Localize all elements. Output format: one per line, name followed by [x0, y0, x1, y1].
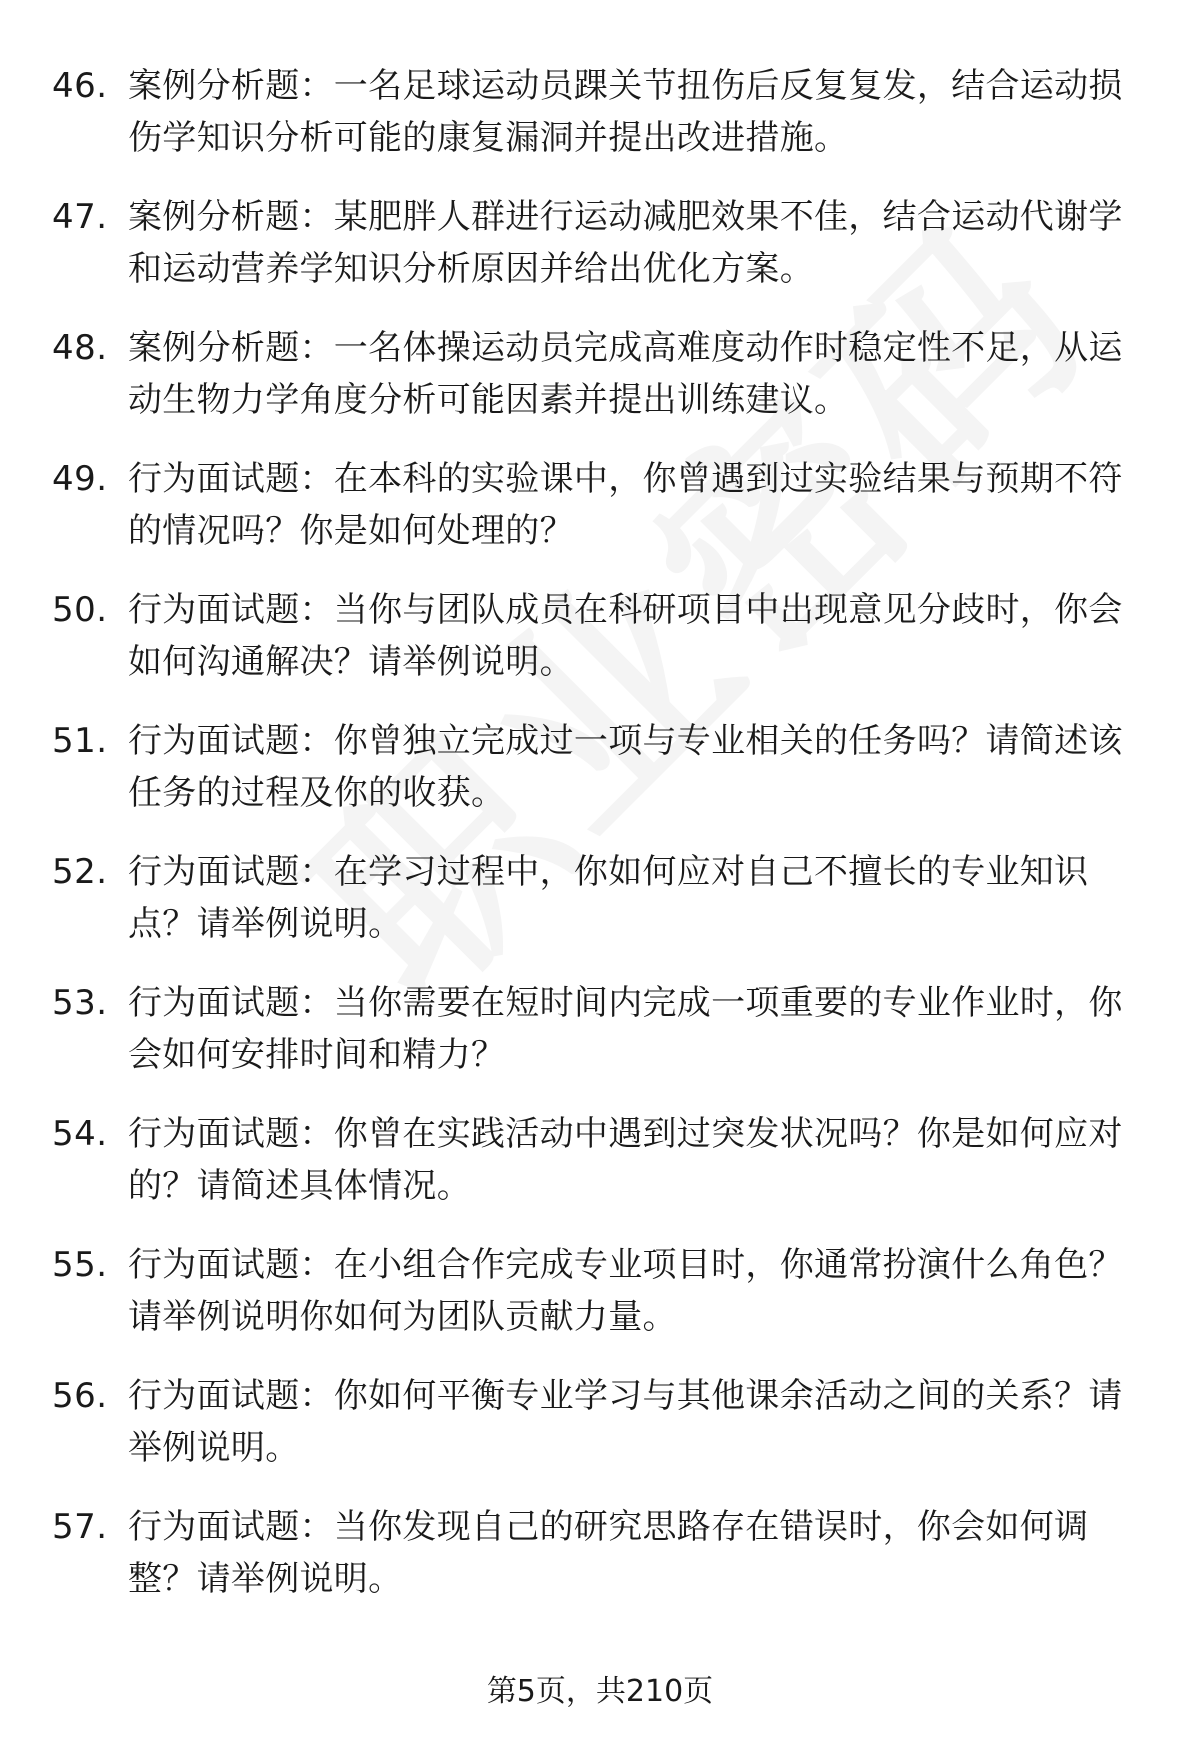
list-item [52, 322, 1152, 453]
question-text: 行为面试题：当你发现自己的研究思路存在错误时，你会如何调整？请举例说明。 [128, 1507, 1089, 1599]
list-item [52, 715, 1152, 846]
list-item [52, 1108, 1152, 1239]
question-number: 49. [52, 459, 108, 499]
question-text: 案例分析题：一名足球运动员踝关节扭伤后反复复发，结合运动损伤学知识分析可能的康复漏洞并提出改进措施。 [128, 66, 1123, 158]
question-number: 55. [52, 1245, 108, 1285]
question-text: 行为面试题：在小组合作完成专业项目时，你通常扮演什么角色？请举例说明你如何为团队贡献力量。 [128, 1245, 1123, 1337]
question-number: 52. [52, 852, 108, 892]
question-number: 57. [52, 1507, 108, 1547]
list-item [52, 846, 1152, 977]
list-item [52, 584, 1152, 715]
question-number: 56. [52, 1376, 108, 1416]
question-number: 46. [52, 66, 108, 106]
question-text: 行为面试题：在本科的实验课中，你曾遇到过实验结果与预期不符的情况吗？你是如何处理的？ [128, 459, 1123, 551]
question-text: 行为面试题：当你与团队成员在科研项目中出现意见分歧时，你会如何沟通解决？请举例说明。 [128, 590, 1123, 682]
question-list [52, 60, 1152, 1632]
question-text: 行为面试题：你曾独立完成过一项与专业相关的任务吗？请简述该任务的过程及你的收获。 [128, 721, 1123, 813]
page-footer [0, 1672, 1200, 1712]
question-number: 54. [52, 1114, 108, 1154]
question-text: 行为面试题：在学习过程中，你如何应对自己不擅长的专业知识点？请举例说明。 [128, 852, 1089, 944]
list-item [52, 1370, 1152, 1501]
list-item [52, 60, 1152, 191]
list-item [52, 1239, 1152, 1370]
list-item [52, 977, 1152, 1108]
list-item [52, 453, 1152, 584]
question-text: 行为面试题：当你需要在短时间内完成一项重要的专业作业时，你会如何安排时间和精力？ [128, 983, 1123, 1075]
question-text: 行为面试题：你如何平衡专业学习与其他课余活动之间的关系？请举例说明。 [128, 1376, 1123, 1468]
question-number: 47. [52, 197, 108, 237]
question-number: 48. [52, 328, 108, 368]
question-number: 50. [52, 590, 108, 630]
question-number: 53. [52, 983, 108, 1023]
list-item [52, 1501, 1152, 1632]
question-text: 案例分析题：某肥胖人群进行运动减肥效果不佳，结合运动代谢学和运动营养学知识分析原因并给出优化方案。 [128, 197, 1123, 289]
page-number-label: 第5页，共210页 [486, 1674, 714, 1709]
question-text: 行为面试题：你曾在实践活动中遇到过突发状况吗？你是如何应对的？请简述具体情况。 [128, 1114, 1123, 1206]
list-item [52, 191, 1152, 322]
question-number: 51. [52, 721, 108, 761]
question-text: 案例分析题：一名体操运动员完成高难度动作时稳定性不足，从运动生物力学角度分析可能因素并提出训练建议。 [128, 328, 1123, 420]
